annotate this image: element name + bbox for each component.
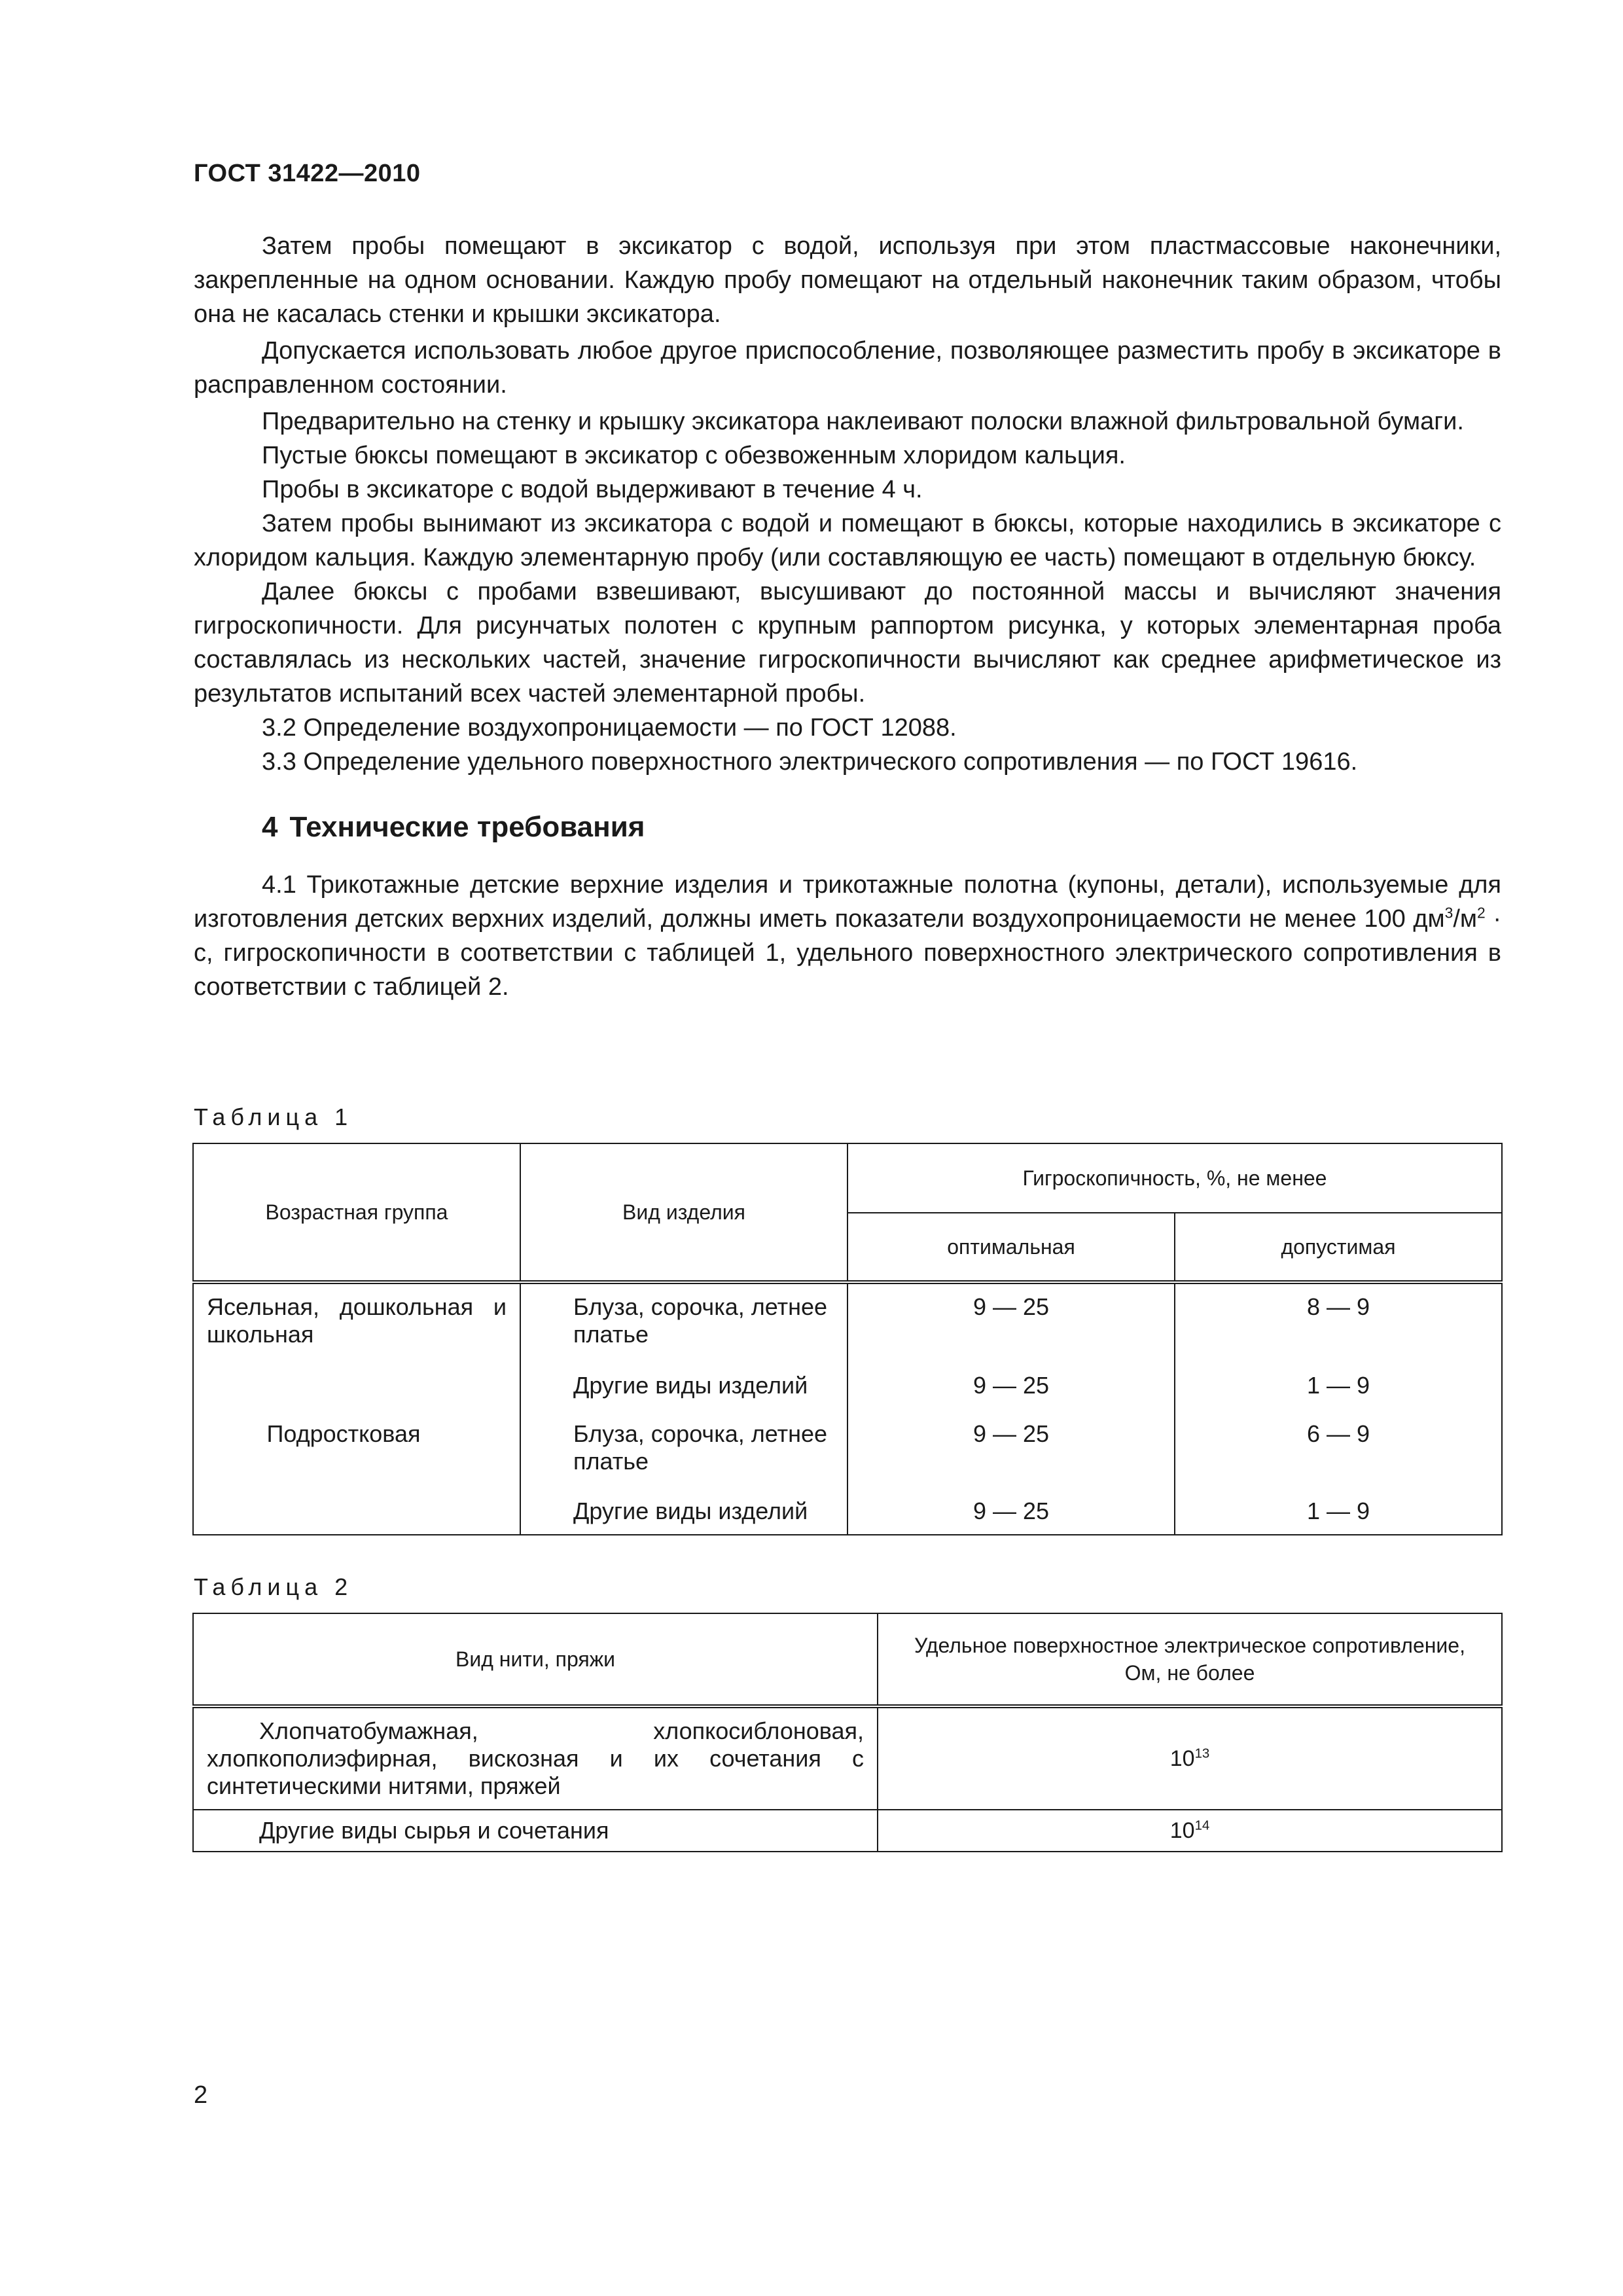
table-1-cell-optimal: 9 — 25	[847, 1282, 1175, 1363]
page-number: 2	[194, 2081, 208, 2109]
body-text	[194, 229, 1501, 1004]
table-1-header-age: Возрастная группа	[193, 1143, 520, 1282]
table-2-label: Таблица 2	[194, 1573, 353, 1600]
table-1-cell-age: Подростковая	[193, 1411, 520, 1488]
table-1-header-optimal: оптимальная	[847, 1213, 1175, 1282]
paragraph-4-1-text: 4.1 Трикотажные детские верхние изделия и трикотажные полотна (купоны, детали), используемые для изготовления детских верхних изделий, должны иметь показатели воздухопроницаемости не менее 100 дм	[194, 871, 1501, 933]
paragraph-4-1	[194, 868, 1501, 1004]
table-2-header-yarn: Вид нити, пряжи	[193, 1613, 878, 1706]
table-2-cell-yarn: Другие виды сырья и сочетания	[193, 1810, 878, 1852]
table-2-header-resistance: Удельное поверхностное электрическое сопротивление, Ом, не более	[878, 1613, 1502, 1706]
paragraph: Затем пробы вынимают из эксикатора с водой и помещают в бюксы, которые находились в эксикаторе с хлоридом кальция. Каждую элементарную пробу (или составляющую ее часть) помещают в отдельную бюксу.	[194, 510, 1501, 571]
table-1-cell-age	[193, 1363, 520, 1411]
table-row	[193, 1810, 1502, 1852]
table-1-cell-age: Ясельная, дошкольная и школьная	[193, 1282, 520, 1363]
table-1-cell-item: Другие виды изделий	[520, 1488, 847, 1535]
paragraph-4-1-text: · с, гигроскопичности в соответствии с таблицей 1, удельного поверхностного электрического сопротивления в соответствии с таблицей 2.	[194, 905, 1501, 1001]
paragraph: Пробы в эксикаторе с водой выдерживают в течение 4 ч.	[262, 476, 923, 503]
table-1	[192, 1143, 1503, 1535]
resistance-base: 10	[1169, 1746, 1195, 1771]
table-1-cell-allowed: 1 — 9	[1175, 1488, 1502, 1535]
table-1-cell-item: Блуза, сорочка, летнее платье	[520, 1411, 847, 1488]
resistance-base: 10	[1169, 1818, 1195, 1843]
section-title: Технические требования	[289, 811, 645, 843]
table-row	[193, 1411, 1502, 1488]
table-1-cell-item: Другие виды изделий	[520, 1363, 847, 1411]
table-1-cell-allowed: 6 — 9	[1175, 1411, 1502, 1488]
table-1-header-hygroscopicity: Гигроскопичность, %, не менее	[847, 1143, 1502, 1213]
table-2-cell-yarn: Хлопчатобумажная, хлопкосиблоновая, хлопкополиэфирная, вискозная и их сочетания с синтетическими нитями, пряжей	[193, 1706, 878, 1810]
table-row	[193, 1488, 1502, 1535]
paragraph: Затем пробы помещают в эксикатор с водой, используя при этом пластмассовые наконечники, закрепленные на одном основании. Каждую пробу помещают на отдельный наконечник таким образом, чтобы она не касалась стенки и крышки эксикатора.	[194, 232, 1501, 328]
table-1-cell-optimal: 9 — 25	[847, 1411, 1175, 1488]
table-row	[193, 1282, 1502, 1363]
table-1-cell-optimal: 9 — 25	[847, 1363, 1175, 1411]
table-1-cell-allowed: 8 — 9	[1175, 1282, 1502, 1363]
paragraph-3-2: 3.2 Определение воздухопроницаемости — по ГОСТ 12088.	[262, 714, 957, 742]
table-2-cell-resistance	[878, 1810, 1502, 1852]
paragraph: Пустые бюксы помещают в эксикатор с обезвоженным хлоридом кальция.	[262, 442, 1126, 469]
paragraph: Предварительно на стенку и крышку эксикатора наклеивают полоски влажной фильтровальной бумаги.	[262, 408, 1464, 435]
section-number: 4	[262, 811, 278, 843]
table-row	[193, 1363, 1502, 1411]
unit-superscript: 2	[1477, 904, 1486, 922]
table-2	[192, 1613, 1503, 1852]
table-1-cell-item: Блуза, сорочка, летнее платье	[520, 1282, 847, 1363]
table-2-cell-resistance	[878, 1706, 1502, 1810]
paragraph: Допускается использовать любое другое приспособление, позволяющее разместить пробу в эксикаторе в расправленном состоянии.	[194, 337, 1501, 399]
table-1-label: Таблица 1	[194, 1103, 353, 1130]
paragraph: Далее бюксы с пробами взвешивают, высушивают до постоянной массы и вычисляют значения гигроскопичности. Для рисунчатых полотен с крупным раппортом рисунка, у которых элементарная проба составлялась из нескольких частей, значение гигроскопичности вычисляют как среднее арифметическое из результатов испытаний всех частей элементарной пробы.	[194, 578, 1501, 708]
unit-superscript: 3	[1444, 904, 1454, 922]
table-1-cell-optimal: 9 — 25	[847, 1488, 1175, 1535]
document-header: ГОСТ 31422—2010	[194, 160, 421, 187]
table-row	[193, 1706, 1502, 1810]
section-heading	[262, 810, 1501, 844]
unit-text: /м	[1453, 905, 1478, 933]
table-1-cell-age	[193, 1488, 520, 1535]
table-1-header-allowed: допустимая	[1175, 1213, 1502, 1282]
table-1-cell-allowed: 1 — 9	[1175, 1363, 1502, 1411]
resistance-exponent: 13	[1194, 1746, 1210, 1761]
paragraph-3-3: 3.3 Определение удельного поверхностного электрического сопротивления — по ГОСТ 19616.	[262, 748, 1358, 776]
resistance-exponent: 14	[1194, 1818, 1210, 1833]
table-1-header-item: Вид изделия	[520, 1143, 847, 1282]
